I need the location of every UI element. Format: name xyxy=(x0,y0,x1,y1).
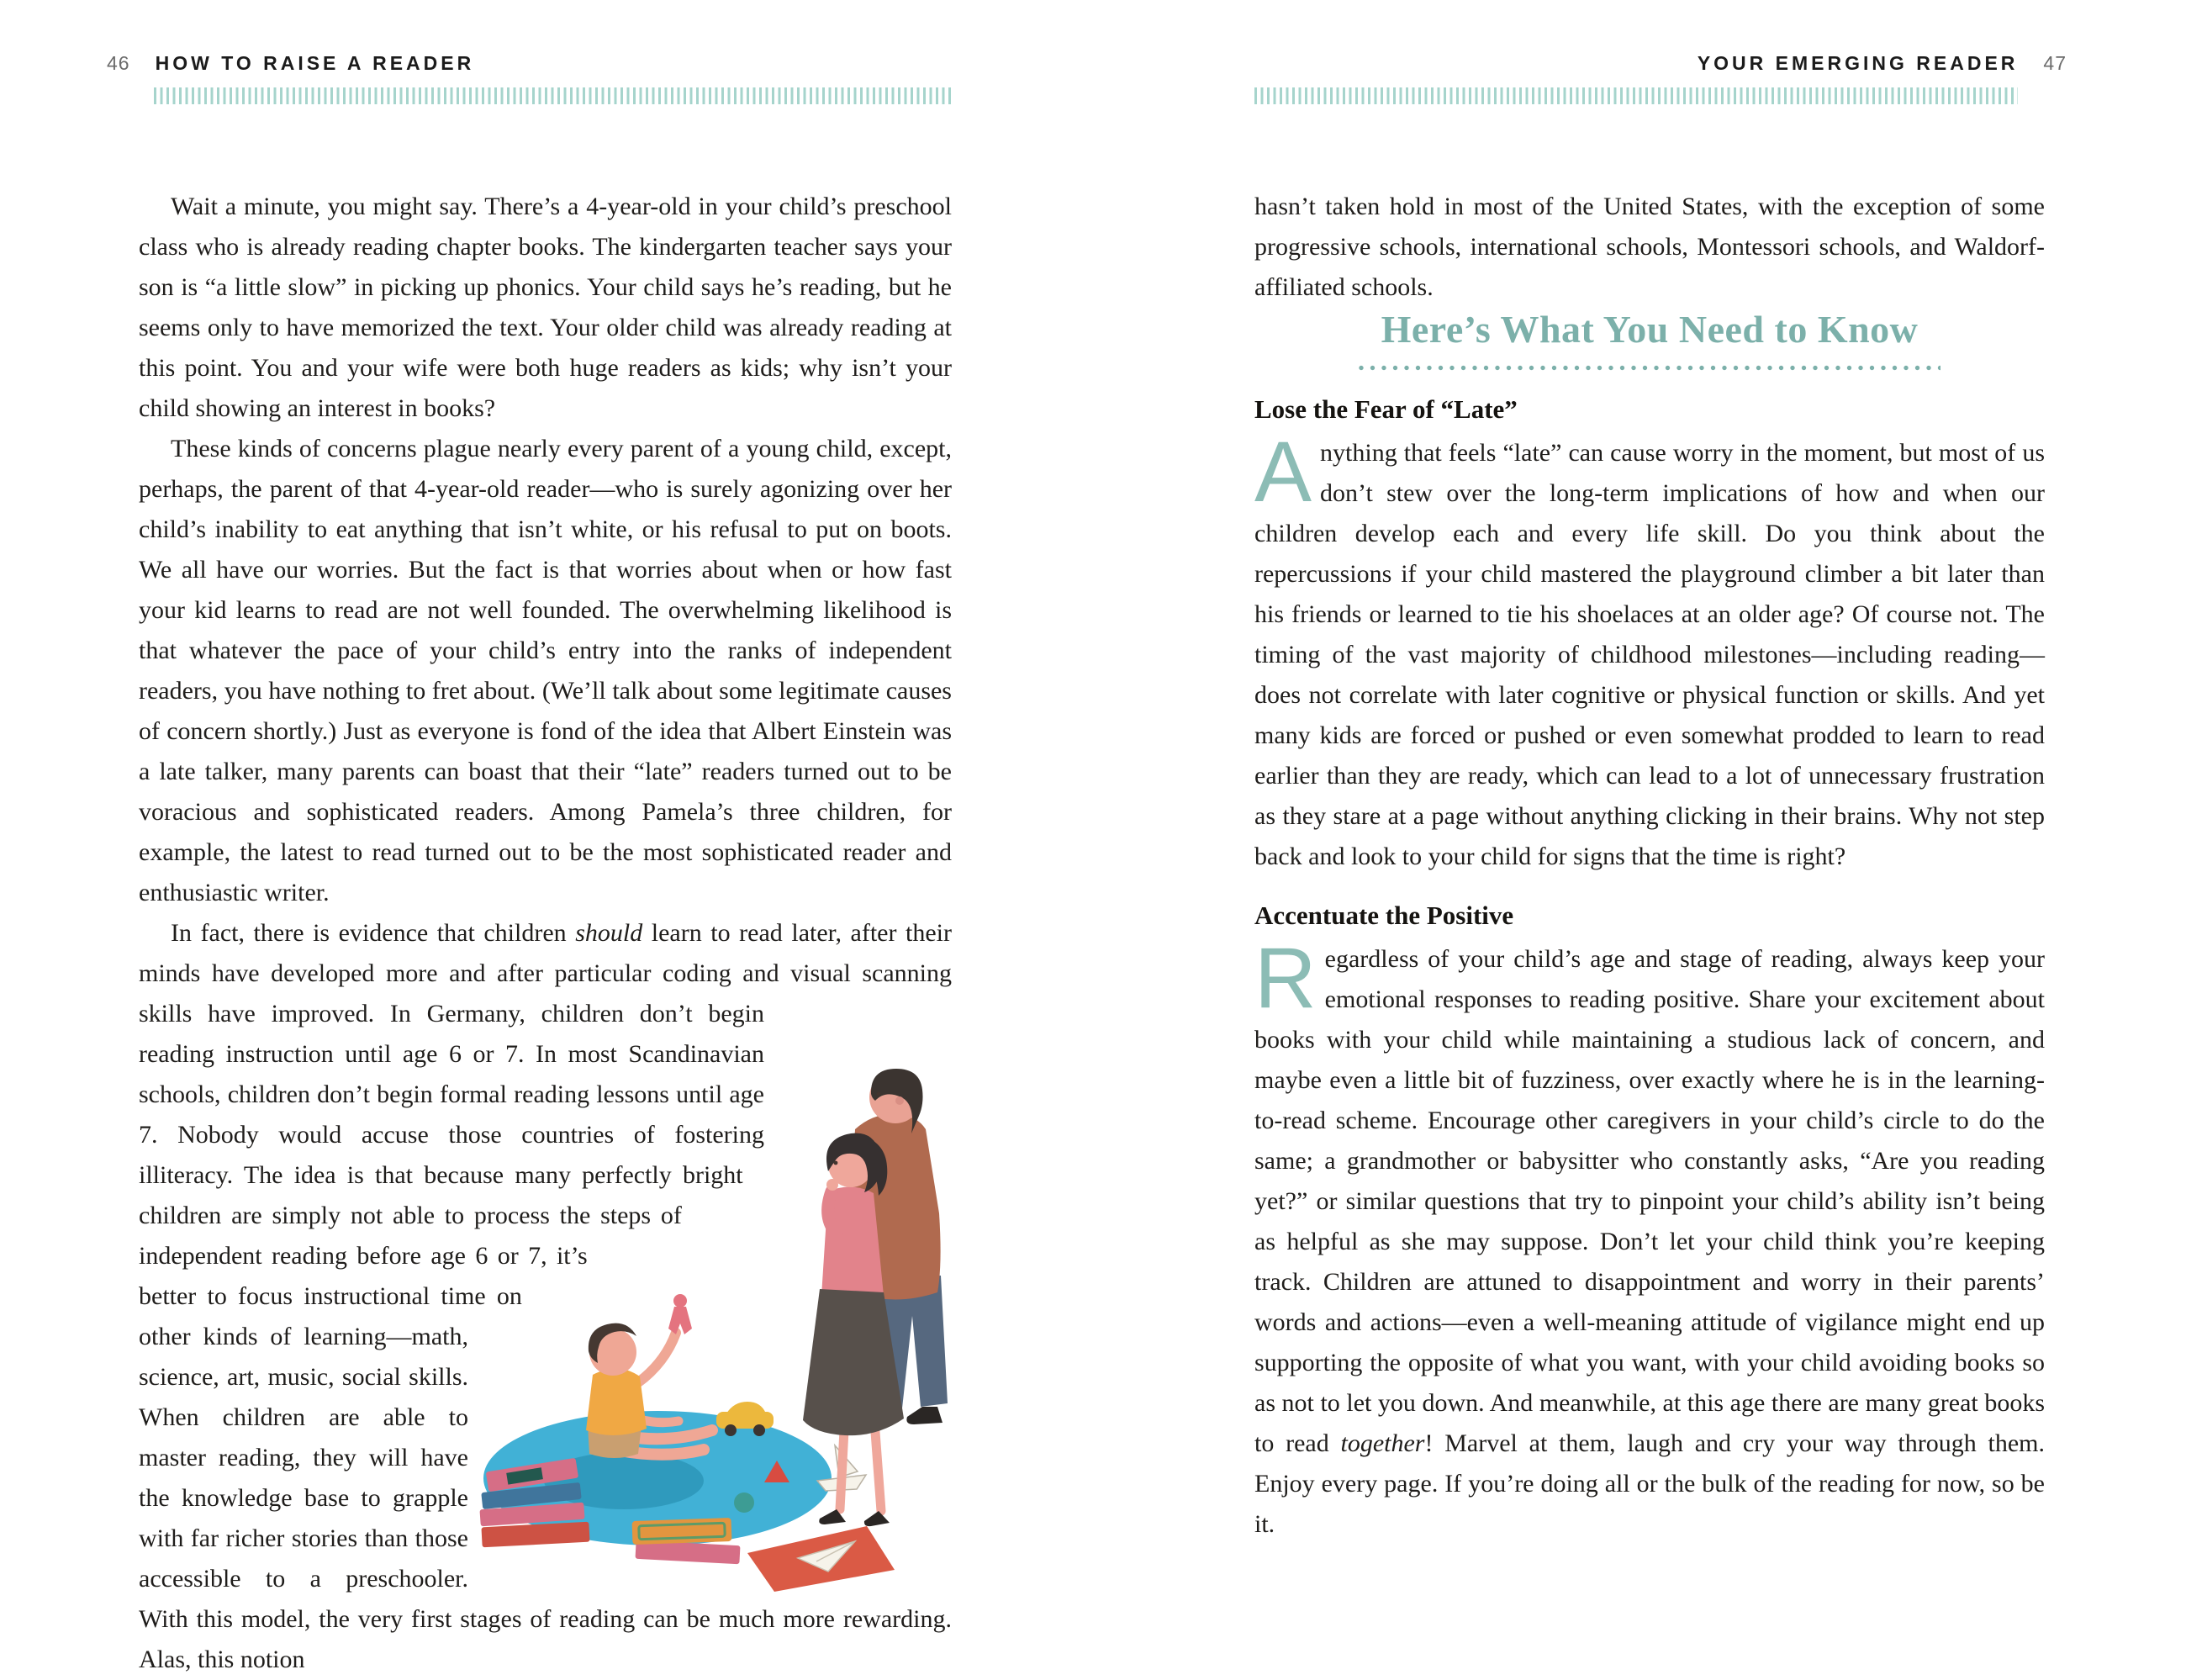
child-figure xyxy=(586,1294,712,1458)
dropcap-letter: A xyxy=(1254,424,1312,520)
paragraph-text: egardless of your child’s age and stage of reading, always keep your emotional responses to reading positive. Share your excitement about books with your child while maintaining a studious lack of concern, and maybe even a little bit of fuzziness, over exactly where he is in the learning-to-read scheme. Encourage other caregivers in your child’s circle to do the same; a grandmother or babysitter who constantly asks, “Are you reading yet?” or similar questions that try to pinpoint your child’s ability isn’t being as helpful as she may suppose. Don’t let your child think you’re keeping track. Children are attuned to disappointment and worry in their parents’ words and actions—even a well-meaning attitude of vigilance might end up supporting the opposite of what you want, with your child avoiding books so as not to let you down. And meanwhile, at this age there are many great books to read together! Marvel at them, laugh and cry your way through them. Enjoy every page. If you’re doing all or the bulk of the reading for now, so be it. xyxy=(1254,945,2045,1538)
page-number-left: 46 xyxy=(107,52,130,74)
right-text-column xyxy=(1254,187,2045,1545)
dropcap-letter: R xyxy=(1254,930,1317,1026)
paragraph xyxy=(139,913,952,1680)
continuation-paragraph: hasn’t taken hold in most of the United States, with the exception of some progressive schools, international schools, Montessori schools, and Waldorf-affiliated schools. xyxy=(1254,193,2045,301)
left-text-column xyxy=(139,187,952,1680)
page-number-right: 47 xyxy=(2043,52,2067,74)
book-stack-front xyxy=(632,1518,741,1564)
left-page xyxy=(0,0,1093,1673)
header-dash-rule xyxy=(154,87,952,104)
header-dash-rule xyxy=(1254,87,2018,104)
paragraph: Wait a minute, you might say. There’s a 4-year-old in your child’s preschool class who is already reading chapter books. The kindergarten teacher says your son is “a little slow” in picking up phonics. Your child says he’s reading, but he seems only to have memorized the text. Your older child was already reading at this point. You and your wife were both huge readers as kids; why isn’t your child showing an interest in books? xyxy=(139,193,952,422)
left-running-header xyxy=(107,52,474,75)
paper-airplane-mat xyxy=(747,1526,895,1592)
dotted-rule xyxy=(1359,365,1940,371)
right-page xyxy=(1093,0,2186,1538)
toy-doll xyxy=(668,1294,692,1334)
paragraph-text: In fact, there is evidence that children should learn to read later, after their minds have developed more and after particular coding and visual scanning skills have improved. In Germany, children don’t begin reading instruction until age 6 or 7. In most Scandinavian schools, children don’t begin formal reading lessons until age 7. Nobody would accuse those countries of fostering illiteracy. The idea is that because many perfectly bright children are simply not able to process the steps of independent reading before age 6 or 7, it’s better to focus instructional time on other kinds of learning—math, science, art, music, social skills. When children are able to master reading, they will have the knowledge base to grapple with far richer stories than those accessible to a preschooler. With this model, the very first stages of reading can be much more rewarding. Alas, this notion xyxy=(139,919,952,1673)
section-heading: Here’s What You Need to Know xyxy=(1381,308,1919,351)
subhead-accentuate-the-positive: Accentuate the Positive xyxy=(1254,901,1514,930)
paragraph-text: nything that feels “late” can cause worry in the moment, but most of us don’t stew over the long-term implications of how and when our children develop each and every life skill. Do you think about the repercussions if your child mastered the playground climber a bit later than his friends or learned to tie his shoelaces at an older age? Of course not. The timing of the vast majority of childhood milestones—including reading—does not correlate with later cognitive or physical function or skills. And yet many kids are forced or pushed or even somewhat prodded to learn to read earlier than they are ready, which can lead to a lot of unnecessary frustration as they stare at a page without anything clicking in their brains. Why not step back and look to your child for signs that the time is right? xyxy=(1254,439,2045,870)
mother-shoe xyxy=(864,1511,890,1526)
running-head-title: HOW TO RAISE A READER xyxy=(155,52,475,74)
running-head-title: YOUR EMERGING READER xyxy=(1697,52,2019,74)
paragraph xyxy=(1254,930,2045,1545)
right-running-header xyxy=(1698,52,2067,75)
toy-ball xyxy=(734,1492,754,1513)
child-shirt xyxy=(586,1368,647,1435)
subhead-lose-the-fear: Lose the Fear of “Late” xyxy=(1254,394,1518,424)
paragraph: These kinds of concerns plague nearly every parent of a young child, except, perhaps, the parent of that 4-year-old reader—who is surely agonizing over her child’s inability to eat anything that isn’t white, or his refusal to put on boots. We all have our worries. But the fact is that worries about when or how fast your kid learns to read are not well founded. The overwhelming likelihood is that whatever the pace of your child’s entry into the ranks of independent readers, you have nothing to fret about. (We’ll talk about some legitimate causes of concern shortly.) Just as everyone is fond of the idea that Albert Einstein was a late talker, many parents can boast that their “late” readers turned out to be voracious and sophisticated readers. Among Pamela’s three children, for example, the latest to read turned out to be the most sophisticated reader and enthusiastic writer. xyxy=(139,435,952,906)
father-shoe xyxy=(906,1407,943,1424)
paragraph xyxy=(1254,424,2045,877)
